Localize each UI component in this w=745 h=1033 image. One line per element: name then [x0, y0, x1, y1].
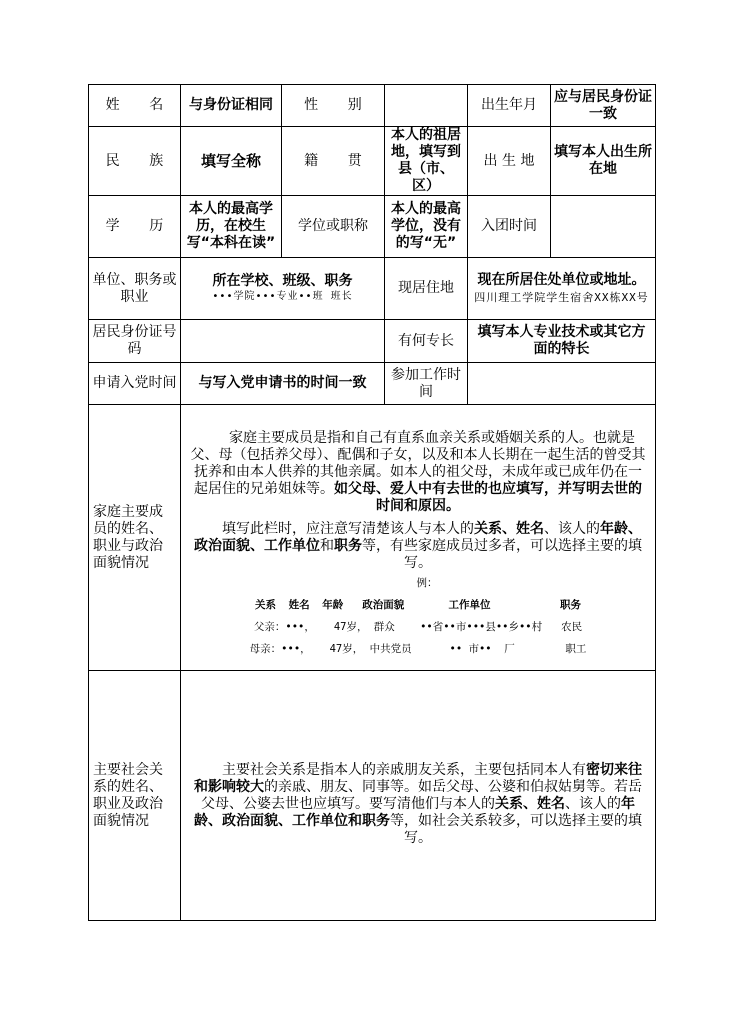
example-row-mother: 母亲：•••， 47岁， 中共党员 •• 市•• 厂 职工	[249, 642, 587, 655]
unit-hint: 所在学校、班级、职务	[212, 273, 353, 289]
example-label: 例：	[416, 576, 438, 589]
family-paragraph-1: 家庭主要成员是指和自己有直系血亲关系或婚姻关系的人。也就是父、母（包括养父母）、配偶和子女，以及和本人长期在一起生活的曾受其抚养和由本人供养的其他亲属。如本人的祖父母，未成年或已成年仍在一起居住的兄弟姐妹等。如父母、爱人中有去世的也应填写，并写明去世的时间和原因。	[190, 429, 646, 514]
social-field[interactable]	[181, 671, 656, 921]
work-label: 参加工作时 间	[385, 363, 468, 405]
id-label: 居民身份证号码	[89, 320, 181, 363]
league-label: 入团时间	[468, 196, 551, 258]
edu-field[interactable]: 本人的最高学历，在校生写“本科在读”	[181, 196, 282, 258]
edu-label: 学 历	[89, 196, 181, 258]
ethnic-label: 民 族	[89, 127, 181, 196]
apply-label: 申请入党时间	[89, 363, 181, 405]
unit-label: 单位、职务或职业	[89, 258, 181, 320]
name-label: 姓 名	[89, 85, 181, 127]
social-paragraph: 主要社会关系是指本人的亲戚朋友关系，主要包括同本人有密切来往和影响较大的亲戚、朋友、同事等。如岳父母、公婆和伯叔姑舅等。若岳父母、公婆去世也应填写。要写清他们与本人的关系、姓名、该人的年龄、政治面貌、工作单位和职务等，如社会关系较多，可以选择主要的填写。	[194, 762, 642, 846]
birthplace-field[interactable]: 填写本人出生所在地	[551, 127, 656, 196]
gender-label: 性 别	[282, 85, 385, 127]
gender-field[interactable]	[385, 85, 468, 127]
addr-field[interactable]	[468, 258, 656, 320]
id-field[interactable]	[181, 320, 385, 363]
row-ethnic	[89, 127, 656, 196]
addr-label: 现居住地	[385, 258, 468, 320]
example-header: 关系 姓名 年龄 政治面貌 工作单位 职务	[254, 598, 582, 611]
birth-label: 出生年月	[468, 85, 551, 127]
skill-label: 有何专长	[385, 320, 468, 363]
name-field[interactable]: 与身份证相同	[181, 85, 282, 127]
row-family	[89, 405, 656, 671]
family-paragraph-2: 填写此栏时，应注意写清楚该人与本人的关系、姓名、该人的年龄、政治面貌、工作单位和职务等，有些家庭成员过多者，可以选择主要的填写。	[194, 520, 642, 571]
application-form-table	[88, 84, 656, 921]
work-field[interactable]	[468, 363, 656, 405]
unit-example: •••学院•••专业••班 班长	[212, 291, 353, 302]
row-education	[89, 196, 656, 258]
birth-field[interactable]: 应与居民身份证一致	[551, 85, 656, 127]
league-field[interactable]	[551, 196, 656, 258]
row-social	[89, 671, 656, 921]
family-label: 家庭主要成员的姓名、职业与政治面貌情况	[89, 405, 181, 671]
example-row-father: 父亲：•••， 47岁， 群众 ••省••市•••县••乡••村 农民	[253, 620, 583, 633]
row-apply	[89, 363, 656, 405]
addr-example: 四川理工学院学生宿舍XX栋XX号	[474, 290, 649, 304]
social-label: 主要社会关系的姓名、职业及政治面貌情况	[89, 671, 181, 921]
family-field[interactable]	[181, 405, 656, 671]
native-field[interactable]: 本人的祖居地，填写到县（市、区）	[385, 127, 468, 196]
birthplace-label: 出 生 地	[468, 127, 551, 196]
apply-field[interactable]: 与写入党申请书的时间一致	[181, 363, 385, 405]
degree-label: 学位或职称	[282, 196, 385, 258]
row-id	[89, 320, 656, 363]
degree-field[interactable]: 本人的最高学位，没有的写“无”	[385, 196, 468, 258]
unit-field[interactable]	[181, 258, 385, 320]
skill-field[interactable]: 填写本人专业技术或其它方面的特长	[468, 320, 656, 363]
ethnic-field[interactable]: 填写全称	[181, 127, 282, 196]
row-unit	[89, 258, 656, 320]
native-label: 籍 贯	[282, 127, 385, 196]
addr-hint: 现在所居住处单位或地址。	[477, 271, 646, 288]
row-name	[89, 85, 656, 127]
